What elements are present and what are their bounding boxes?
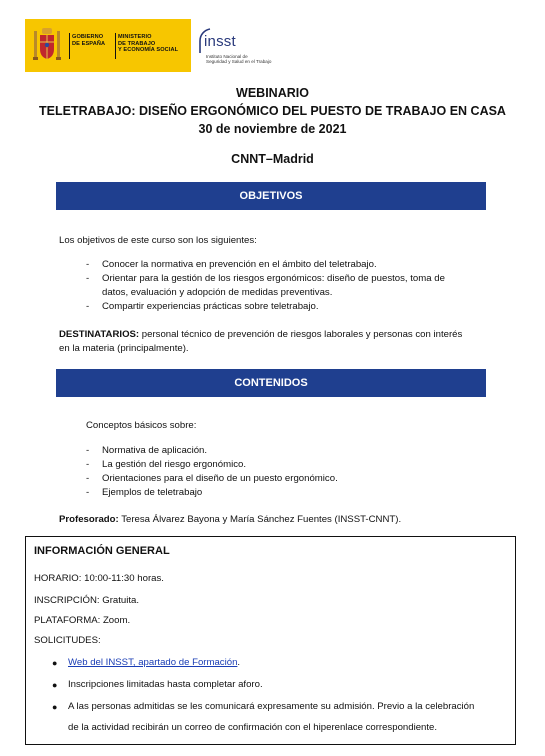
list-item: - Orientaciones para el diseño de un puesto ergonómico. bbox=[86, 473, 338, 484]
ministerio-text: MINISTERIO DE TRABAJO Y ECONOMÍA SOCIAL bbox=[118, 34, 179, 54]
list-item: - Normativa de aplicación. bbox=[86, 445, 208, 456]
insst-subtitle: Instituto Nacional de Seguridad y Salud en el Trabajo bbox=[206, 54, 272, 65]
title-webinario: WEBINARIO bbox=[236, 86, 309, 100]
profesorado-paragraph: Profesorado: Teresa Álvarez Bayona y María Sánchez Fuentes (INSST-CNNT). bbox=[59, 514, 402, 525]
info-plataforma: PLATAFORMA: Zoom. bbox=[34, 615, 131, 626]
title-location: CNNT–Madrid bbox=[231, 152, 314, 166]
objetivos-intro: Los objetivos de este curso son los siguientes: bbox=[59, 235, 257, 246]
section-heading-contenidos: CONTENIDOS bbox=[234, 377, 308, 389]
list-item: - La gestión del riesgo ergonómico. bbox=[86, 459, 246, 470]
info-inscripcion: INSCRIPCIÓN: Gratuita. bbox=[34, 595, 140, 606]
coat-of-arms-icon bbox=[32, 25, 62, 65]
destinatarios-label: DESTINATARIOS: bbox=[59, 329, 140, 340]
list-item: - Compartir experiencias prácticas sobre teletrabajo. bbox=[86, 301, 319, 312]
section-bar-objetivos bbox=[56, 182, 486, 210]
section-bar-contenidos bbox=[56, 369, 486, 397]
bullet-dot-icon: ● bbox=[52, 702, 58, 712]
list-item: - Ejemplos de teletrabajo bbox=[86, 487, 203, 498]
list-item-continuation: datos, evaluación y adopción de medidas preventivas. bbox=[102, 287, 333, 298]
destinatarios-paragraph-cont: en la materia (principalmente). bbox=[59, 343, 189, 354]
section-heading-objetivos: OBJETIVOS bbox=[239, 190, 303, 202]
info-bullet-aforo: Inscripciones limitadas hasta completar aforo. bbox=[68, 679, 263, 690]
info-solicitudes: SOLICITUDES: bbox=[34, 635, 101, 646]
list-item: - Conocer la normativa en prevención en el ámbito del teletrabajo. bbox=[86, 259, 377, 270]
info-heading: INFORMACIÓN GENERAL bbox=[34, 545, 170, 557]
title-main: TELETRABAJO: DISEÑO ERGONÓMICO DEL PUESTO DE TRABAJO EN CASA bbox=[39, 104, 506, 118]
insst-wordmark: insst bbox=[204, 33, 236, 50]
info-general-box bbox=[25, 536, 516, 745]
profesorado-label: Profesorado: bbox=[59, 514, 119, 525]
info-bullet-link: Web del INSST, apartado de Formación. bbox=[68, 657, 241, 668]
info-horario: HORARIO: 10:00-11:30 horas. bbox=[34, 573, 164, 584]
insst-formacion-link[interactable]: Web del INSST, apartado de Formación bbox=[68, 657, 238, 668]
bullet-dot-icon: ● bbox=[52, 658, 58, 668]
list-item: - Orientar para la gestión de los riesgos ergonómicos: diseño de puestos, toma de bbox=[86, 273, 445, 284]
contenidos-intro: Conceptos básicos sobre: bbox=[86, 420, 197, 431]
bullet-dot-icon: ● bbox=[52, 680, 58, 690]
gobierno-text: GOBIERNO DE ESPAÑA bbox=[72, 34, 106, 47]
destinatarios-paragraph: DESTINATARIOS: personal técnico de prevención de riesgos laborales y personas con interés bbox=[59, 329, 463, 340]
info-bullet-admision-cont: de la actividad recibirán un correo de confirmación con el hiperenlace correspondiente. bbox=[68, 722, 438, 733]
info-bullet-admision: A las personas admitidas se les comunicará expresamente su admisión. Previo a la celebración bbox=[68, 701, 475, 712]
title-date: 30 de noviembre de 2021 bbox=[198, 122, 347, 136]
insst-logo bbox=[196, 27, 286, 67]
gobierno-espana-logo bbox=[25, 19, 191, 72]
